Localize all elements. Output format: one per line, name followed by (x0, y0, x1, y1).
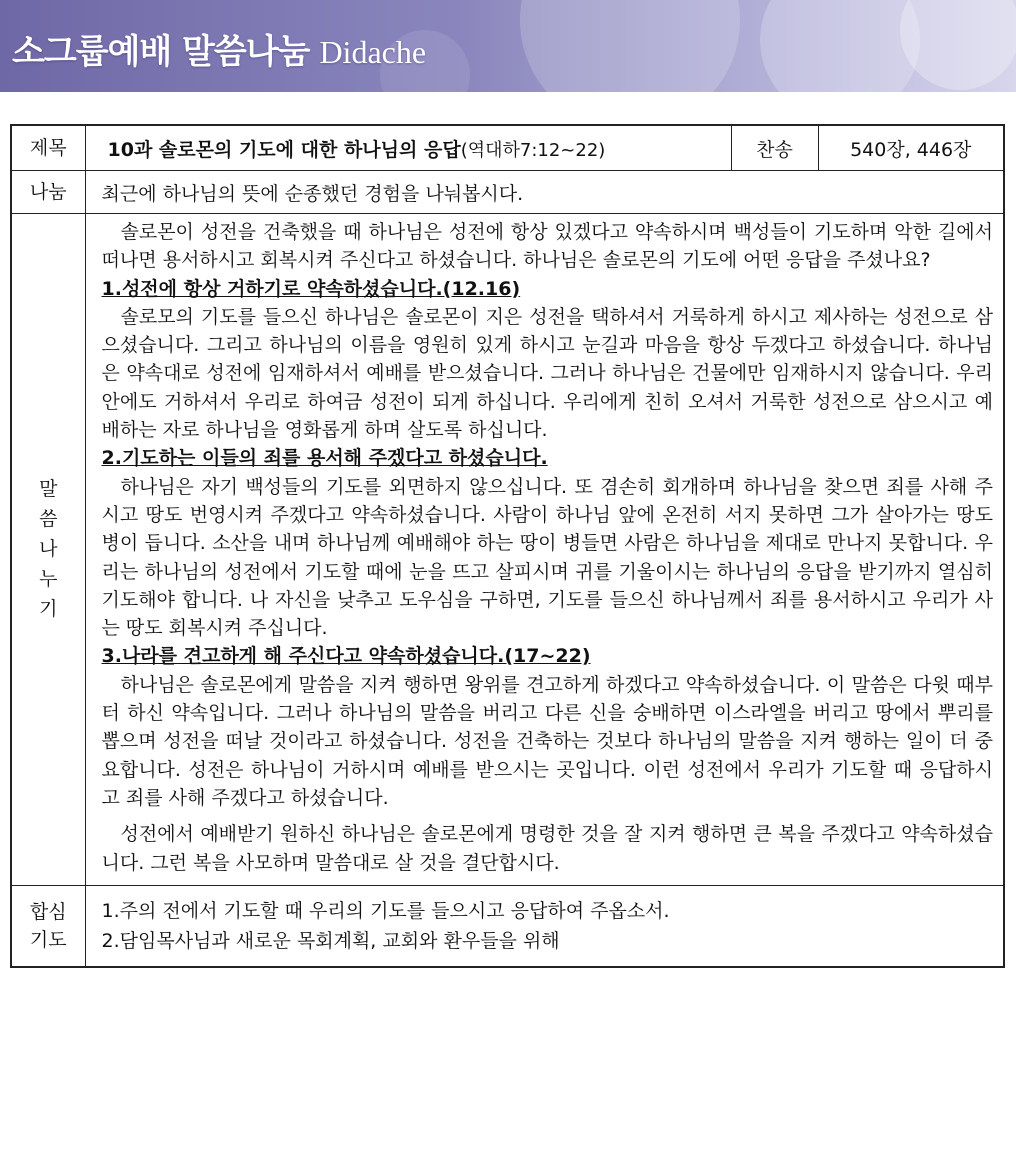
point-2-paragraph: 하나님은 자기 백성들의 기도를 외면하지 않으십니다. 또 겸손히 회개하며 하나님을 찾으면 죄를 사해 주시고 땅도 번영시켜 주겠다고 약속하셨습니다. 사람이 하나님 앞에 온전히 서지 못하면 그가 살아가는 땅도 병이 듭니다. 소산을 내며 하나님께 예배해야 하는 땅이 병들면 사람은 하나님을 제대로 만나지 못합니다. 우리는 하나님의 성전에서 기도할 때에 눈을 뜨고 살피시며 귀를 기울이시는 하나님의 응답을 받기까지 열심히 기도해야 합니다. 나 자신을 낮추고 도우심을 구하면, 기도를 들으신 하나님께서 죄를 용서하시고 우리가 사는 땅도 회복시켜 주십니다. (101, 475, 993, 640)
page-title-korean: 소그룹예배 말씀나눔 (12, 32, 310, 72)
word-label-char: 씀 (39, 508, 58, 531)
word-label-char: 기 (39, 598, 58, 621)
prayer-items (85, 885, 1004, 967)
word-label-char: 누 (39, 568, 58, 591)
word-label-char: 나 (39, 538, 58, 561)
share-question: 최근에 하나님의 뜻에 순종했던 경험을 나눠봅시다. (85, 171, 1004, 214)
prayer-label (11, 885, 85, 967)
hymn-label: 찬송 (731, 125, 818, 171)
prayer-label-line: 기도 (29, 928, 67, 951)
conclusion-paragraph: 성전에서 예배받기 원하신 하나님은 솔로몬에게 명령한 것을 잘 지켜 행하면 큰 복을 주겠다고 약속하셨습니다. 그런 복을 사모하며 말씀대로 살 것을 결단합시다. (101, 823, 993, 874)
word-row (11, 214, 1004, 886)
title-row (11, 125, 1004, 171)
bokeh-decoration (760, 0, 920, 92)
word-label (11, 214, 85, 886)
lesson-reference: (역대하7:12~22) (460, 139, 606, 161)
share-row (11, 171, 1004, 214)
hymn-value: 540장, 446장 (818, 125, 1004, 171)
page-title (12, 24, 426, 73)
point-2-heading: 2.기도하는 이들의 죄를 용서해 주겠다고 하셨습니다. (101, 447, 548, 470)
point-3-heading: 3.나라를 견고하게 해 주신다고 약속하셨습니다.(17~22) (101, 645, 591, 668)
word-label-char: 말 (39, 478, 58, 501)
lesson-title-text: 10과 솔로몬의 기도에 대한 하나님의 응답 (107, 138, 461, 161)
point-1-paragraph: 솔로모의 기도를 들으신 하나님은 솔로몬이 지은 성전을 택하셔서 거룩하게 하시고 제사하는 성전으로 삼으셨습니다. 그리고 하나님의 이름을 영원히 있게 하시고 눈길과 마음을 항상 두겠다고 하셨습니다. 하나님은 약속대로 성전에 임재하셔서 예배를 받으셨습니다. 그러나 하나님은 건물에만 임재하시지 않습니다. 우리 안에도 거하셔서 우리로 하여금 성전이 되게 하십니다. 우리에게 친히 오셔서 거룩한 성전으로 삼으시고 예배하는 자로 하나님을 영화롭게 하며 살도록 하십니다. (101, 305, 993, 442)
point-3-paragraph: 하나님은 솔로몬에게 말씀을 지켜 행하면 왕위를 견고하게 하겠다고 약속하셨습니다. 이 말씀은 다윗 때부터 하신 약속입니다. 그러나 하나님의 말씀을 버리고 다른 신을 숭배하면 이스라엘을 버리고 땅에서 뿌리를 뽑으며 성전을 떠날 것이라고 하셨습니다. 성전을 건축하는 것보다 하나님의 말씀을 지켜 행하는 일이 더 중요합니다. 성전은 하나님이 거하시며 예배를 받으시는 곳입니다. 이런 성전에서 우리가 기도할 때 응답하시고 죄를 사해 주겠다고 하셨습니다. (101, 673, 993, 809)
title-label: 제목 (11, 125, 85, 171)
prayer-label-line: 합심 (29, 900, 67, 923)
bokeh-decoration (900, 0, 1016, 90)
prayer-item: 1.주의 전에서 기도할 때 우리의 기도를 들으시고 응답하여 주옵소서. (101, 899, 670, 922)
page-subtitle: Didache (319, 34, 427, 70)
lesson-title (85, 125, 731, 171)
bokeh-decoration (520, 0, 740, 92)
header-banner (0, 0, 1016, 92)
sermon-body (85, 214, 1004, 886)
lesson-table (10, 124, 1005, 968)
point-1-heading: 1.성전에 항상 거하기로 약속하셨습니다.(12.16) (101, 277, 521, 300)
prayer-row (11, 885, 1004, 967)
intro-paragraph: 솔로몬이 성전을 건축했을 때 하나님은 성전에 항상 있겠다고 약속하시며 백성들이 기도하며 악한 길에서 떠나면 용서하시고 회복시켜 주신다고 하셨습니다. 하나님은 솔로몬의 기도에 어떤 응답을 주셨나요? (101, 221, 993, 272)
share-label: 나눔 (11, 171, 85, 214)
prayer-item: 2.담임목사님과 새로운 목회계획, 교회와 환우들을 위해 (101, 929, 560, 952)
